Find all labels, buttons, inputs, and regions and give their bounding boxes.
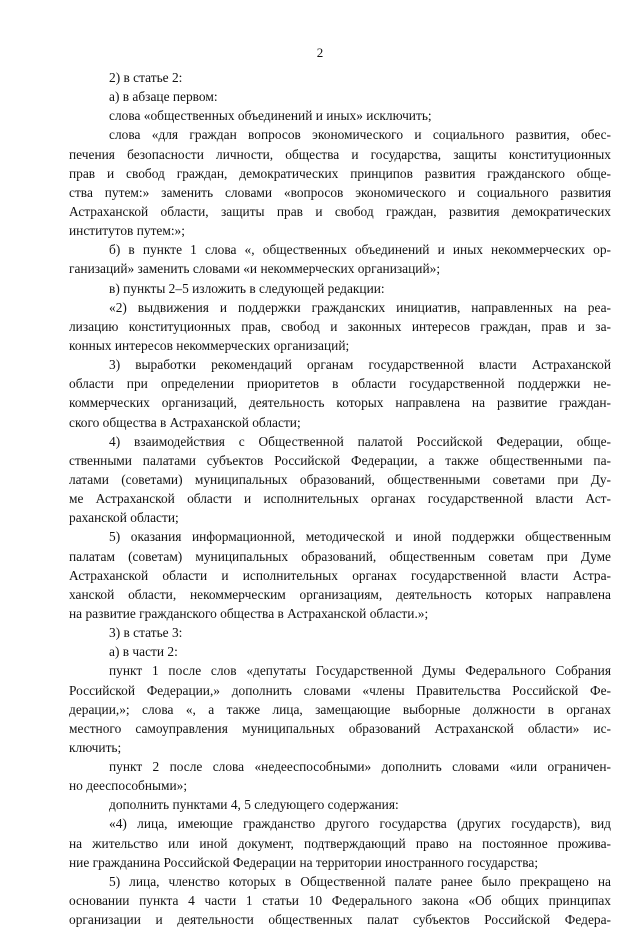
text-line: прав и свобод граждан, демократических принципов развития гражданского обще- (69, 165, 611, 181)
text-line: 4) взаимодействия с Общественной палатой Российской Федерации, обще- (109, 433, 611, 449)
document-body (69, 68, 611, 929)
text-line: местного самоуправления муниципальных образований Астраханской области» ис- (69, 720, 611, 736)
text-line: ние гражданина Российской Федерации на территории иностранного государства; (69, 854, 539, 870)
text-line: но дееспособными»; (69, 778, 188, 794)
text-line: ского общества в Астраханской области; (69, 414, 301, 430)
text-line: коммерческих организаций, деятельность которых направлена на развитие граждан- (69, 395, 611, 411)
text-line: Астраханской области, защиты прав и свобод граждан, развития демократических (69, 203, 611, 219)
text-line: 3) выработки рекомендаций органам государственной власти Астраханской (109, 357, 611, 373)
text-line: «2) выдвижения и поддержки гражданских инициатив, направленных на реа- (109, 299, 611, 315)
text-line: а) в части 2: (109, 644, 178, 660)
text-line: организации и деятельности общественных палат субъектов Российской Федера- (69, 912, 611, 928)
text-line: Российской Федерации,» дополнить словами «члены Правительства Российской Фе- (69, 682, 611, 698)
text-line: конных интересов некоммерческих организаций; (69, 337, 350, 353)
text-line: «4) лица, имеющие гражданство другого государства (других государств), вид (109, 816, 611, 832)
text-line: дополнить пунктами 4, 5 следующего содержания: (109, 797, 399, 813)
text-line: раханской области; (69, 510, 179, 526)
text-line: 5) лица, членство которых в Общественной палате ранее было прекращено на (109, 873, 611, 889)
text-line: печения безопасности личности, общества и государства, защиты конституционных (69, 146, 611, 162)
text-line: латами (советами) муниципальных образований, общественными советами при Ду- (69, 471, 611, 487)
text-line: ханской области, некоммерческим организациям, деятельность которых направлена (69, 586, 611, 602)
text-line: в) пункты 2–5 изложить в следующей редакции: (109, 280, 385, 296)
text-line: палатам (советам) муниципальных образований, общественным советам при Думе (69, 548, 611, 564)
text-line: институтов путем:»; (69, 223, 185, 239)
text-line: ственными палатами субъектов Российской Федерации, а также общественными па- (69, 452, 611, 468)
text-line: Астраханской области и исполнительных органах государственной власти Астра- (69, 567, 611, 583)
text-line: пункт 1 после слов «депутаты Государственной Думы Федерального Собрания (109, 663, 611, 679)
text-line: 3) в статье 3: (109, 625, 183, 641)
text-line: ства путем:» заменить словами «вопросов экономического и социального развития (69, 184, 611, 200)
text-line: лизацию конституционных прав, свобод и законных интересов граждан, прав и за- (69, 318, 611, 334)
text-line: б) в пункте 1 слова «, общественных объединений и иных некоммерческих ор- (109, 242, 611, 258)
text-line: ме Астраханской области и исполнительных органах государственной власти Аст- (69, 491, 611, 507)
text-line: на развитие гражданского общества в Астраханской области.»; (69, 605, 429, 621)
text-line: 5) оказания информационной, методической и иной поддержки общественным (109, 529, 611, 545)
text-line: на жительство или иной документ, подтверждающий право на постоянное прожива- (69, 835, 611, 851)
text-line: а) в абзаце первом: (109, 89, 218, 105)
text-line: области при определении приоритетов в области государственной поддержки не- (69, 376, 611, 392)
text-line: 2) в статье 2: (109, 70, 183, 85)
page-number: 2 (316, 45, 324, 60)
text-line: слова «общественных объединений и иных» исключить; (109, 108, 432, 124)
text-line: ганизаций» заменить словами «и некоммерческих организаций»; (69, 261, 441, 277)
text-line: ключить; (69, 739, 122, 755)
text-line: основании пункта 4 части 1 статьи 10 Федерального закона «Об общих принципах (69, 893, 611, 909)
text-line: дерации,»; слова «, а также лица, замещающие выборные должности в органах (69, 701, 611, 717)
text-line: пункт 2 после слова «недееспособными» дополнить словами «или ограничен- (109, 759, 611, 775)
text-line: слова «для граждан вопросов экономического и социального развития, обес- (109, 127, 611, 143)
